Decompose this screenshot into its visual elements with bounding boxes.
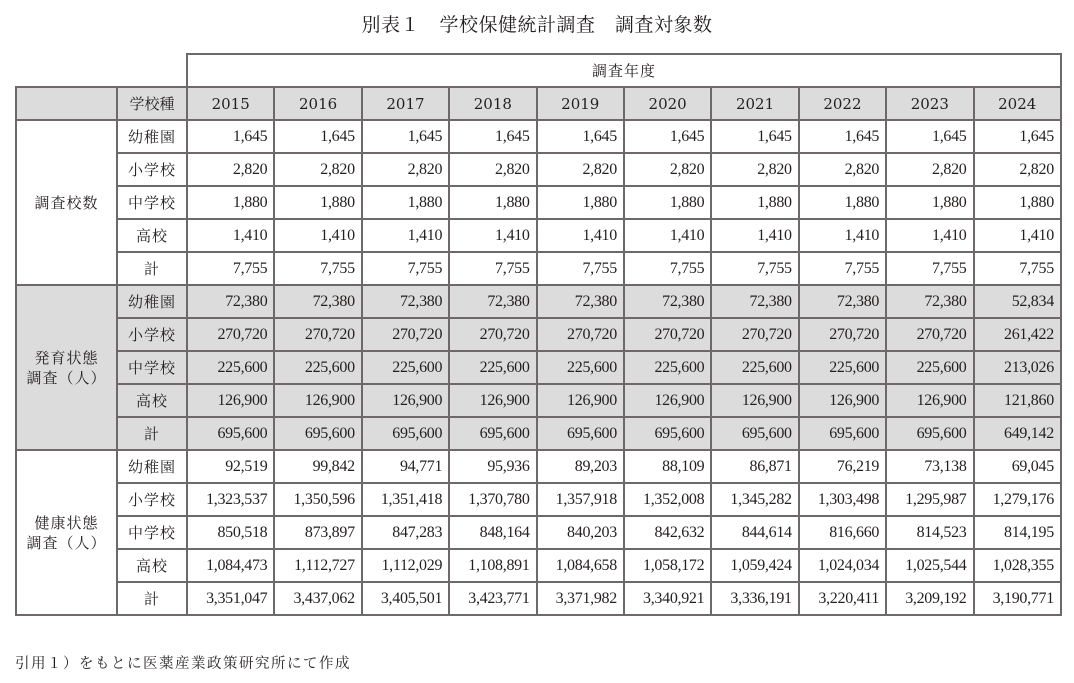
table-row [16,516,1061,549]
value-cell: 213,026 [974,351,1061,384]
value-cell: 1,410 [974,219,1061,252]
group-label-line1: 発育状態 [34,348,99,367]
value-cell: 7,755 [886,252,973,285]
value-cell: 270,720 [362,318,449,351]
value-cell: 3,336,191 [711,582,798,615]
value-cell: 1,024,034 [799,549,886,582]
value-cell: 1,112,727 [274,549,361,582]
value-cell: 695,600 [274,417,361,450]
school-type-cell: 計 [117,417,187,450]
value-cell: 225,600 [624,351,711,384]
value-cell: 72,380 [537,285,624,318]
value-cell: 225,600 [362,351,449,384]
value-cell: 2,820 [274,153,361,186]
group-label: 調査校数 [16,120,117,285]
value-cell: 7,755 [799,252,886,285]
value-cell: 1,880 [886,186,973,219]
value-cell: 69,045 [974,450,1061,483]
table-row [16,186,1061,219]
value-cell: 270,720 [799,318,886,351]
value-cell: 3,423,771 [449,582,536,615]
table-row [16,417,1061,450]
value-cell: 3,209,192 [886,582,973,615]
year-header: 2018 [449,87,536,120]
value-cell: 1,645 [274,120,361,153]
value-cell: 225,600 [799,351,886,384]
value-cell: 7,755 [974,252,1061,285]
group-label-line2: 調査（人） [26,368,107,387]
year-header: 2021 [711,87,798,120]
value-cell: 3,371,982 [537,582,624,615]
table-row [16,351,1061,384]
school-type-cell: 中学校 [117,351,187,384]
value-cell: 2,820 [974,153,1061,186]
value-cell: 3,340,921 [624,582,711,615]
school-type-cell: 計 [117,252,187,285]
value-cell: 126,900 [274,384,361,417]
school-type-cell: 幼稚園 [117,285,187,318]
header-row-super [16,54,1061,87]
value-cell: 1,410 [886,219,973,252]
value-cell: 72,380 [187,285,274,318]
value-cell: 270,720 [537,318,624,351]
table-row [16,384,1061,417]
source-footnote: 引用１）をもとに医薬産業政策研究所にて作成 [15,656,351,672]
value-cell: 2,820 [711,153,798,186]
value-cell: 695,600 [711,417,798,450]
value-cell: 72,380 [886,285,973,318]
value-cell: 76,219 [799,450,886,483]
value-cell: 1,880 [187,186,274,219]
value-cell: 7,755 [711,252,798,285]
school-type-cell: 高校 [117,219,187,252]
table-row [16,120,1061,153]
value-cell: 1,084,658 [537,549,624,582]
value-cell: 261,422 [974,318,1061,351]
value-cell: 1,645 [362,120,449,153]
value-cell: 270,720 [624,318,711,351]
value-cell: 1,303,498 [799,483,886,516]
value-cell: 695,600 [187,417,274,450]
value-cell: 1,352,008 [624,483,711,516]
value-cell: 1,410 [624,219,711,252]
value-cell: 2,820 [449,153,536,186]
value-cell: 695,600 [537,417,624,450]
value-cell: 847,283 [362,516,449,549]
year-header: 2017 [362,87,449,120]
value-cell: 7,755 [624,252,711,285]
table-row [16,318,1061,351]
value-cell: 7,755 [362,252,449,285]
value-cell: 1,350,596 [274,483,361,516]
value-cell: 72,380 [711,285,798,318]
value-cell: 1,880 [799,186,886,219]
school-type-cell: 小学校 [117,153,187,186]
value-cell: 225,600 [711,351,798,384]
value-cell: 873,897 [274,516,361,549]
header-row-years [16,87,1061,120]
table-row [16,285,1061,318]
value-cell: 3,190,771 [974,582,1061,615]
value-cell: 1,351,418 [362,483,449,516]
value-cell: 1,645 [449,120,536,153]
category-header-blank [16,87,117,120]
value-cell: 126,900 [362,384,449,417]
value-cell: 126,900 [449,384,536,417]
school-type-cell: 計 [117,582,187,615]
value-cell: 3,351,047 [187,582,274,615]
school-type-cell: 幼稚園 [117,450,187,483]
value-cell: 225,600 [274,351,361,384]
value-cell: 1,345,282 [711,483,798,516]
value-cell: 1,410 [274,219,361,252]
value-cell: 1,410 [537,219,624,252]
group-label-line1: 健康状態 [34,513,99,532]
year-header: 2016 [274,87,361,120]
value-cell: 1,108,891 [449,549,536,582]
value-cell: 1,112,029 [362,549,449,582]
table-row [16,450,1061,483]
value-cell: 814,195 [974,516,1061,549]
table-body [16,120,1061,615]
value-cell: 52,834 [974,285,1061,318]
value-cell: 1,880 [274,186,361,219]
value-cell: 92,519 [187,450,274,483]
value-cell: 844,614 [711,516,798,549]
value-cell: 1,025,544 [886,549,973,582]
school-type-cell: 高校 [117,549,187,582]
table-row [16,582,1061,615]
value-cell: 1,295,987 [886,483,973,516]
value-cell: 72,380 [624,285,711,318]
year-header: 2020 [624,87,711,120]
value-cell: 225,600 [449,351,536,384]
value-cell: 225,600 [187,351,274,384]
value-cell: 1,410 [187,219,274,252]
value-cell: 3,220,411 [799,582,886,615]
value-cell: 1,880 [711,186,798,219]
year-header: 2024 [974,87,1061,120]
value-cell: 7,755 [449,252,536,285]
value-cell: 1,279,176 [974,483,1061,516]
value-cell: 89,203 [537,450,624,483]
value-cell: 1,880 [537,186,624,219]
value-cell: 1,645 [624,120,711,153]
value-cell: 1,410 [362,219,449,252]
value-cell: 73,138 [886,450,973,483]
value-cell: 2,820 [537,153,624,186]
value-cell: 695,600 [362,417,449,450]
value-cell: 1,357,918 [537,483,624,516]
value-cell: 1,058,172 [624,549,711,582]
value-cell: 2,820 [624,153,711,186]
value-cell: 7,755 [274,252,361,285]
group-label [16,285,117,450]
value-cell: 126,900 [799,384,886,417]
value-cell: 86,871 [711,450,798,483]
value-cell: 1,645 [537,120,624,153]
table-row [16,549,1061,582]
value-cell: 2,820 [886,153,973,186]
value-cell: 2,820 [187,153,274,186]
survey-target-table [15,53,1062,616]
year-header: 2019 [537,87,624,120]
value-cell: 814,523 [886,516,973,549]
survey-year-header: 調査年度 [187,54,1061,87]
value-cell: 270,720 [449,318,536,351]
school-type-header: 学校種 [117,87,187,120]
value-cell: 126,900 [711,384,798,417]
school-type-cell: 高校 [117,384,187,417]
value-cell: 1,084,473 [187,549,274,582]
value-cell: 225,600 [886,351,973,384]
value-cell: 1,880 [449,186,536,219]
value-cell: 1,410 [449,219,536,252]
table-row [16,252,1061,285]
value-cell: 126,900 [187,384,274,417]
value-cell: 695,600 [886,417,973,450]
value-cell: 1,410 [799,219,886,252]
value-cell: 99,842 [274,450,361,483]
school-type-cell: 中学校 [117,186,187,219]
value-cell: 88,109 [624,450,711,483]
value-cell: 72,380 [274,285,361,318]
value-cell: 695,600 [624,417,711,450]
value-cell: 3,437,062 [274,582,361,615]
value-cell: 126,900 [624,384,711,417]
value-cell: 3,405,501 [362,582,449,615]
value-cell: 72,380 [362,285,449,318]
value-cell: 7,755 [537,252,624,285]
value-cell: 7,755 [187,252,274,285]
value-cell: 840,203 [537,516,624,549]
value-cell: 1,028,355 [974,549,1061,582]
value-cell: 1,880 [624,186,711,219]
value-cell: 1,645 [799,120,886,153]
value-cell: 225,600 [537,351,624,384]
value-cell: 121,860 [974,384,1061,417]
school-type-cell: 小学校 [117,318,187,351]
value-cell: 1,880 [362,186,449,219]
table-row [16,219,1061,252]
value-cell: 1,059,424 [711,549,798,582]
value-cell: 126,900 [537,384,624,417]
table-title: 別表１ 学校保健統計調査 調査対象数 [361,14,713,36]
school-type-cell: 幼稚園 [117,120,187,153]
value-cell: 1,645 [711,120,798,153]
value-cell: 270,720 [886,318,973,351]
value-cell: 1,323,537 [187,483,274,516]
value-cell: 1,410 [711,219,798,252]
value-cell: 848,164 [449,516,536,549]
value-cell: 1,645 [974,120,1061,153]
value-cell: 649,142 [974,417,1061,450]
value-cell: 842,632 [624,516,711,549]
value-cell: 94,771 [362,450,449,483]
value-cell: 2,820 [799,153,886,186]
value-cell: 270,720 [711,318,798,351]
value-cell: 72,380 [799,285,886,318]
value-cell: 695,600 [799,417,886,450]
value-cell: 270,720 [187,318,274,351]
value-cell: 2,820 [362,153,449,186]
group-label-line2: 調査（人） [26,533,107,552]
value-cell: 1,645 [886,120,973,153]
year-header: 2015 [187,87,274,120]
value-cell: 126,900 [886,384,973,417]
value-cell: 816,660 [799,516,886,549]
year-header: 2022 [799,87,886,120]
value-cell: 270,720 [274,318,361,351]
value-cell: 1,645 [187,120,274,153]
value-cell: 850,518 [187,516,274,549]
value-cell: 1,880 [974,186,1061,219]
header-blank [16,54,187,87]
table-row [16,153,1061,186]
school-type-cell: 小学校 [117,483,187,516]
value-cell: 1,370,780 [449,483,536,516]
school-type-cell: 中学校 [117,516,187,549]
group-label [16,450,117,615]
year-header: 2023 [886,87,973,120]
value-cell: 95,936 [449,450,536,483]
value-cell: 72,380 [449,285,536,318]
value-cell: 695,600 [449,417,536,450]
table-row [16,483,1061,516]
